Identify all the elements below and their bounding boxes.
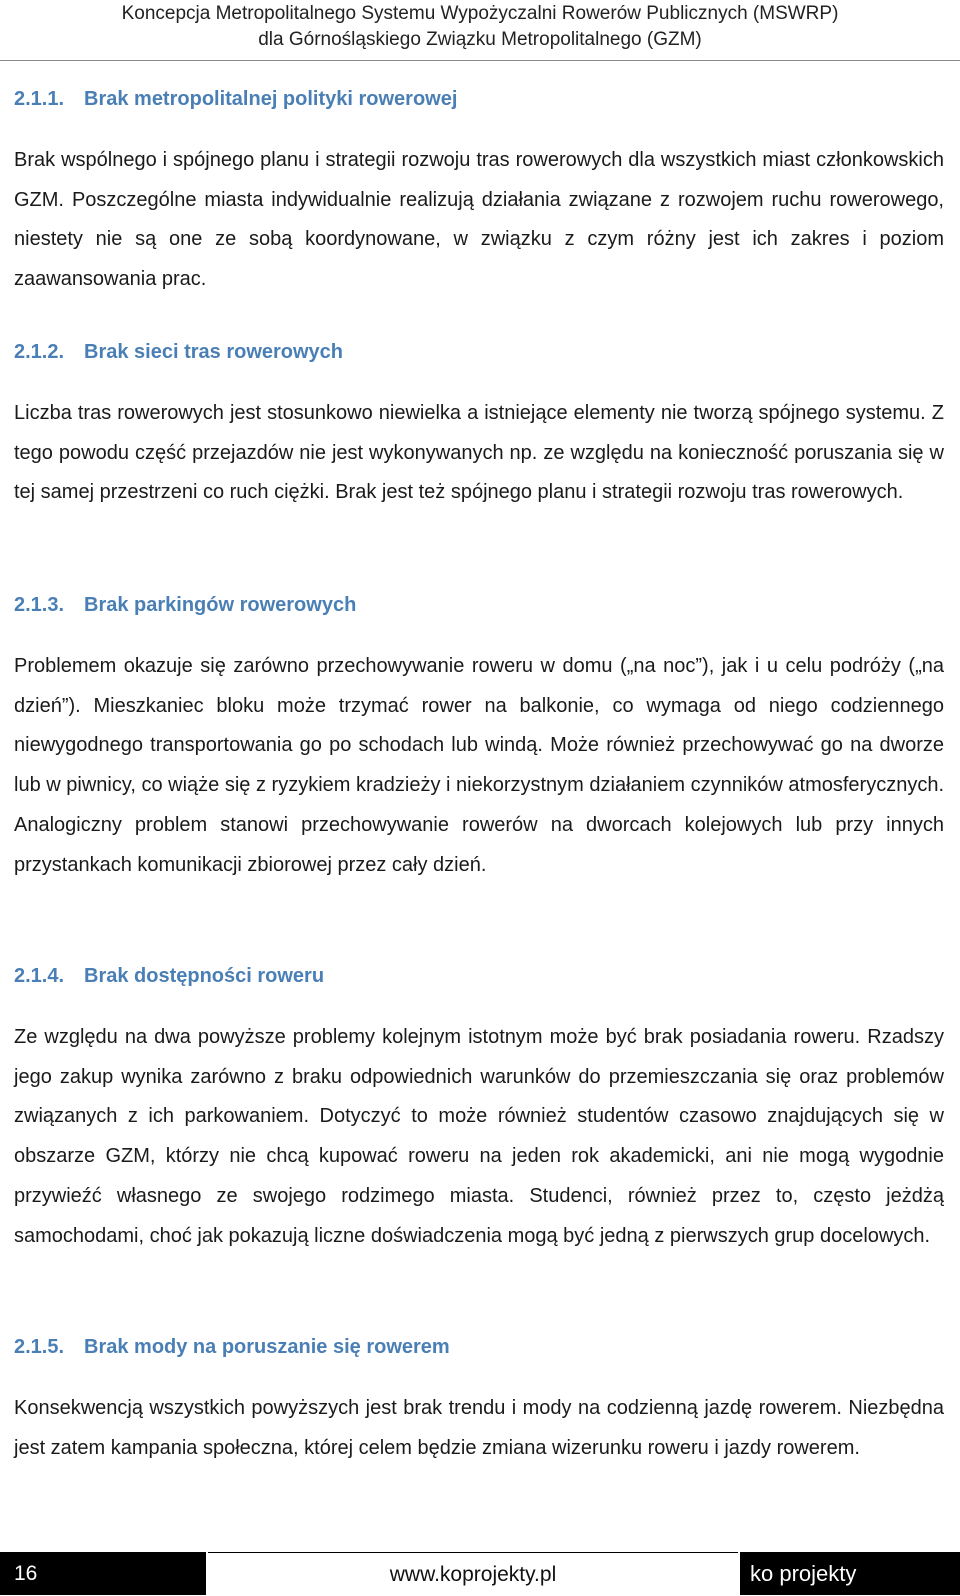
- section-body: Problemem okazuje się zarówno przechowywanie roweru w domu („na noc”), jak i u celu podróży („na dzień”). Mieszkaniec bloku może trzymać rower na balkonie, co wymaga od niego codziennego niewygodnego transportowania go po schodach lub windą. Może również przechowywać go na dworze lub w piwnicy, co wiąże się z ryzykiem kradzieży i niekorzystnym działaniem czynników atmosferycznych. Analogiczny problem stanowi przechowywanie rowerów na dworcach kolejowych lub przy innych przystankach komunikacji zbiorowej przez cały dzień.: [14, 655, 944, 876]
- footer-brand-logo: ko projekty: [740, 1552, 960, 1595]
- footer-website-link[interactable]: www.koprojekty.pl: [208, 1552, 738, 1596]
- section-number: 2.1.2.: [14, 341, 65, 363]
- section-number: 2.1.5.: [14, 1336, 65, 1358]
- section-heading: [14, 594, 356, 617]
- section-heading: [14, 965, 324, 988]
- header-title-line2: dla Górnośląskiego Związku Metropolitalnego (GZM): [258, 29, 702, 50]
- section-body: Liczba tras rowerowych jest stosunkowo niewielka a istniejące elementy nie tworzą spójnego systemu. Z tego powodu część przejazdów nie jest wykonywanych np. ze względu na konieczność poruszania się w tej samej przestrzeni co ruch ciężki. Brak jest też spójnego planu i strategii rozwoju tras rowerowych.: [14, 402, 944, 504]
- header-divider: [0, 60, 960, 61]
- section-title: Brak parkingów rowerowych: [84, 594, 357, 616]
- section-heading: [14, 88, 457, 111]
- page-footer: [0, 1552, 960, 1595]
- page-number: 16: [0, 1552, 206, 1595]
- section-heading: [14, 1336, 450, 1359]
- section-number: 2.1.1.: [14, 88, 65, 110]
- section-heading: [14, 341, 343, 364]
- section-body: Ze względu na dwa powyższe problemy kolejnym istotnym może być brak posiadania roweru. Rzadszy jego zakup wynika zarówno z braku odpowiednich warunków do przemieszczania się oraz problemów związanych z ich parkowaniem. Dotyczyć to może również studentów czasowo znajdujących się w obszarze GZM, którzy nie chcą kupować roweru na jeden rok akademicki, ani nie mogą wygodnie przywieźć własnego ze swojego rodzimego miasta. Studenci, również przez to, często jeżdżą samochodami, choć jak pokazują liczne doświadczenia mogą być jedną z pierwszych grup docelowych.: [14, 1026, 944, 1247]
- section-number: 2.1.4.: [14, 965, 65, 987]
- section-title: Brak mody na poruszanie się rowerem: [84, 1336, 450, 1358]
- section-number: 2.1.3.: [14, 594, 65, 616]
- section-body: Brak wspólnego i spójnego planu i strategii rozwoju tras rowerowych dla wszystkich miast członkowskich GZM. Poszczególne miasta indywidualnie realizują działania związane z rozwojem ruchu rowerowego, niestety nie są one ze sobą koordynowane, w związku z czym różny jest ich zakres i poziom zaawansowania prac.: [14, 149, 944, 291]
- section-body: Konsekwencją wszystkich powyższych jest brak trendu i mody na codzienną jazdę rowerem. Niezbędna jest zatem kampania społeczna, której celem będzie zmiana wizerunku roweru i jazdy rowerem.: [14, 1397, 944, 1459]
- section-title: Brak sieci tras rowerowych: [84, 341, 344, 363]
- section-title: Brak metropolitalnej polityki rowerowej: [84, 88, 458, 110]
- header-title-line1: Koncepcja Metropolitalnego Systemu Wypożyczalni Rowerów Publicznych (MSWRP): [121, 3, 839, 24]
- section-title: Brak dostępności roweru: [84, 965, 325, 987]
